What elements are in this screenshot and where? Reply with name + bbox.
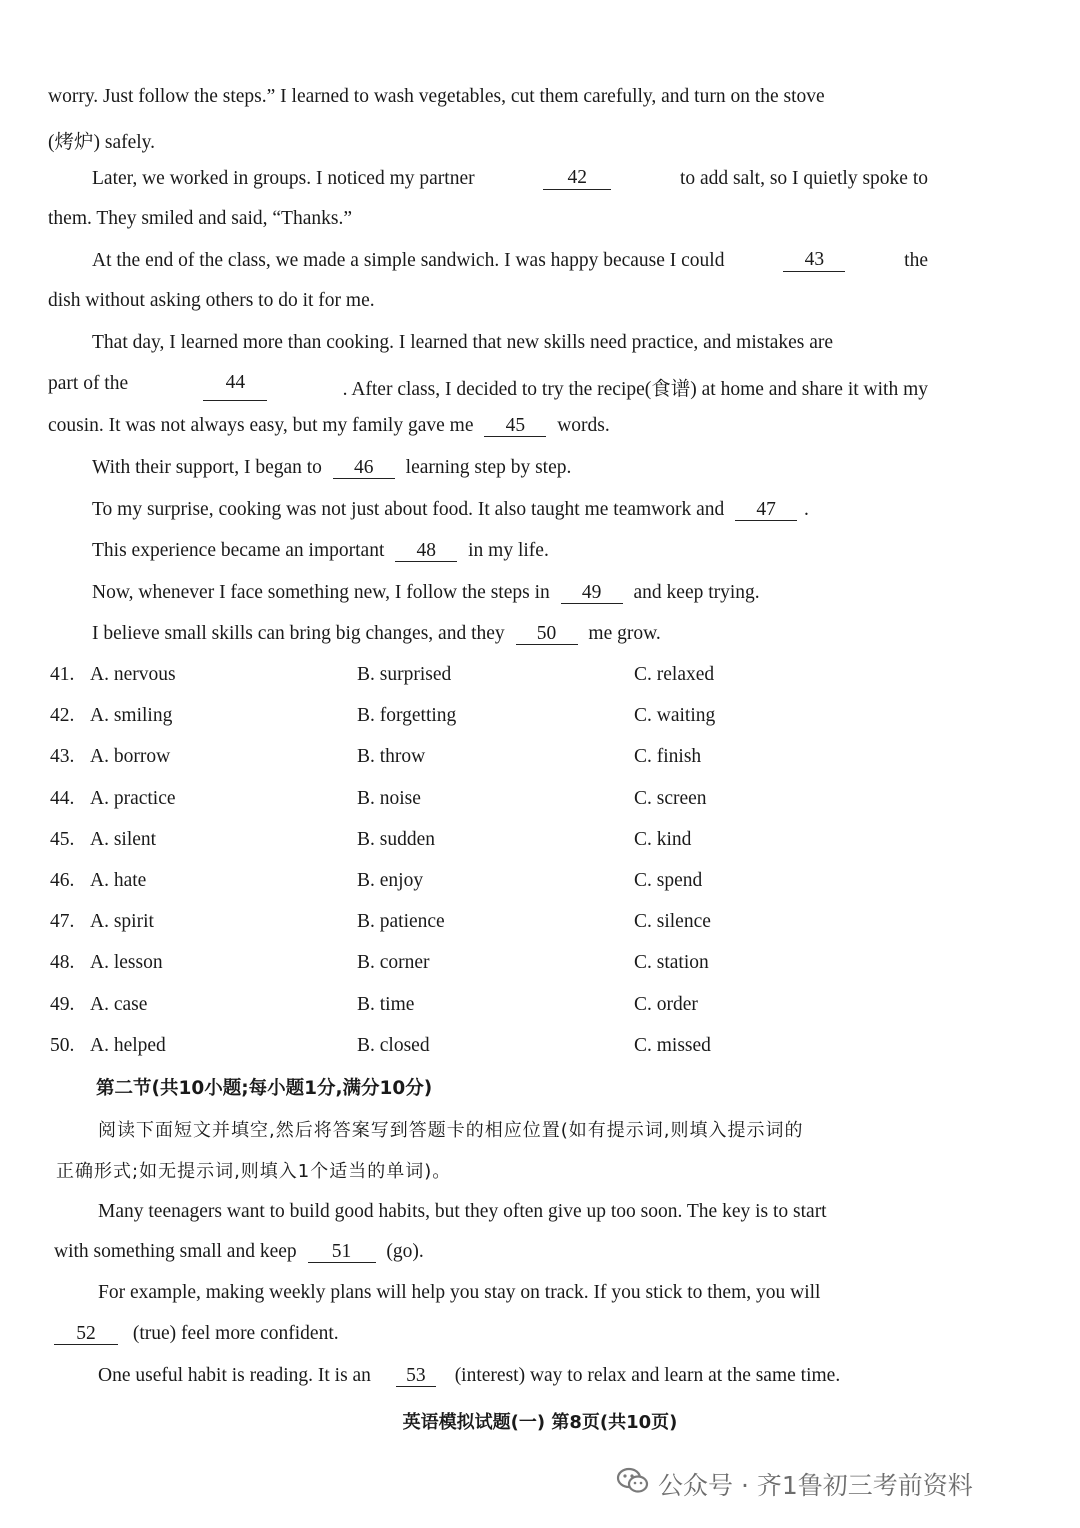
option-a: A. helped <box>90 1034 166 1056</box>
passage-text: dish without asking others to do it for me. <box>48 290 375 311</box>
passage-line <box>48 208 928 230</box>
option-a: A. borrow <box>90 746 171 768</box>
section-heading: 第二节(共10小题;每小题1分,满分10分) <box>96 1078 433 1099</box>
passage-text: worry. Just follow the steps.” I learned to wash vegetables, cut them carefully, and turn on the stove <box>48 86 825 107</box>
option-b: B. time <box>357 993 415 1015</box>
option-a: A. nervous <box>90 664 176 685</box>
passage-text: them. They smiled and said, “Thanks.” <box>48 208 352 229</box>
blank-52: 52 <box>54 1324 118 1345</box>
passage-text: Many teenagers want to build good habits, but they often give up too soon. The key is to start <box>98 1201 827 1222</box>
question-number: 44. <box>50 787 75 809</box>
passage-text: (烤炉) safely. <box>48 132 156 153</box>
option-b: B. noise <box>357 787 421 809</box>
blank-53: 53 <box>396 1366 436 1387</box>
passage-text: I believe small skills can bring big changes, and they <box>92 623 505 644</box>
option-b: B. enjoy <box>357 870 424 891</box>
blank-44: 44 <box>203 373 267 401</box>
option-c: C. order <box>634 993 698 1015</box>
question-number: 49. <box>50 993 75 1015</box>
question-number: 48. <box>50 952 75 974</box>
passage-line <box>48 250 928 272</box>
option-c: C. missed <box>634 1034 711 1056</box>
passage-line <box>48 373 928 401</box>
passage-line <box>48 582 928 604</box>
passage-text: learning step by step. <box>405 457 572 478</box>
question-number: 50. <box>50 1034 75 1056</box>
passage-text: Now, whenever I face something new, I follow the steps in <box>92 582 550 603</box>
wechat-icon <box>616 1466 650 1502</box>
option-c: C. silence <box>634 911 711 933</box>
passage-line <box>48 540 928 562</box>
option-c: C. relaxed <box>634 664 715 685</box>
passage-text: To my surprise, cooking was not just about food. It also taught me teamwork and <box>92 499 725 520</box>
question-number: 41. <box>50 664 75 685</box>
option-b: B. closed <box>357 1034 430 1056</box>
passage-text: and keep trying. <box>633 582 760 603</box>
option-c: C. finish <box>634 746 702 768</box>
passage-line <box>48 623 928 645</box>
option-c: C. station <box>634 952 709 974</box>
passage-line <box>48 168 928 190</box>
blank-46: 46 <box>333 458 395 479</box>
passage-line <box>48 290 928 312</box>
passage-line <box>48 499 928 521</box>
option-b: B. surprised <box>357 664 452 685</box>
passage-text: words. <box>557 415 610 436</box>
passage-text: with something small and keep <box>54 1241 297 1262</box>
passage-text: (true) feel more confident. <box>132 1323 339 1344</box>
passage-text: One useful habit is reading. It is an <box>98 1365 371 1386</box>
passage-text: At the end of the class, we made a simple sandwich. I was happy because I could <box>92 250 725 271</box>
option-b: B. patience <box>357 911 445 933</box>
passage-line <box>48 126 928 154</box>
watermark-text: 公众号 · 齐1鲁初三考前资料 <box>658 1471 973 1500</box>
blank-48: 48 <box>395 541 457 562</box>
passage-text: . After class, I decided to try the recipe(食谱) at home and share it with my <box>342 379 928 400</box>
question-number: 46. <box>50 870 75 891</box>
passage-text: For example, making weekly plans will help you stay on track. If you stick to them, you will <box>98 1282 821 1303</box>
instruction-line: 正确形式;如无提示词,则填入1个适当的单词)。 <box>56 1161 452 1182</box>
passage-text: That day, I learned more than cooking. I learned that new skills need practice, and mistakes are <box>92 332 834 353</box>
passage-text: me grow. <box>588 623 661 644</box>
passage-line <box>54 1323 934 1345</box>
passage-line <box>48 457 928 479</box>
option-a: A. practice <box>90 787 176 809</box>
passage-text: Later, we worked in groups. I noticed my partner <box>92 168 475 189</box>
question-number: 42. <box>50 705 75 727</box>
passage-text: This experience became an important <box>92 540 385 561</box>
blank-42: 42 <box>543 168 611 190</box>
passage-text: (interest) way to relax and learn at the same time. <box>454 1365 841 1386</box>
passage-text: the <box>904 250 928 271</box>
passage-line <box>54 1241 934 1263</box>
question-number: 43. <box>50 746 75 768</box>
blank-43: 43 <box>783 250 845 272</box>
passage-text: (go). <box>386 1241 424 1262</box>
question-number: 47. <box>50 911 75 933</box>
blank-45: 45 <box>484 416 546 437</box>
option-a: A. smiling <box>90 705 173 727</box>
passage-line <box>48 415 928 437</box>
option-b: B. sudden <box>357 828 435 850</box>
option-a: A. lesson <box>90 952 163 974</box>
instruction-line: 阅读下面短文并填空,然后将答案写到答题卡的相应位置(如有提示词,则填入提示词的 <box>98 1120 804 1141</box>
watermark <box>616 1466 973 1502</box>
passage-text: to add salt, so I quietly spoke to <box>679 168 928 189</box>
option-a: A. hate <box>90 870 147 891</box>
option-a: A. case <box>90 993 148 1015</box>
option-c: C. kind <box>634 828 692 850</box>
passage-text: part of the <box>48 373 129 394</box>
option-c: C. spend <box>634 870 703 891</box>
option-c: C. screen <box>634 787 707 809</box>
page-footer: 英语模拟试题(一) 第8页(共10页) <box>402 1412 678 1433</box>
blank-51: 51 <box>308 1242 376 1263</box>
option-b: B. corner <box>357 952 430 974</box>
passage-line <box>54 1201 930 1223</box>
option-b: B. throw <box>357 746 426 768</box>
passage-text: With their support, I began to <box>92 457 322 478</box>
passage-text: cousin. It was not always easy, but my family gave me <box>48 415 474 436</box>
option-a: A. silent <box>90 828 157 850</box>
passage-text: in my life. <box>468 540 549 561</box>
question-number: 45. <box>50 828 75 850</box>
option-a: A. spirit <box>90 911 154 933</box>
blank-50: 50 <box>516 624 578 645</box>
passage-line <box>48 86 928 108</box>
passage-text: . <box>804 499 809 520</box>
option-b: B. forgetting <box>357 705 457 727</box>
passage-line <box>54 1282 930 1304</box>
option-c: C. waiting <box>634 705 716 727</box>
passage-line <box>48 332 928 354</box>
blank-49: 49 <box>561 583 623 604</box>
passage-line <box>54 1365 930 1387</box>
blank-47: 47 <box>735 500 797 521</box>
